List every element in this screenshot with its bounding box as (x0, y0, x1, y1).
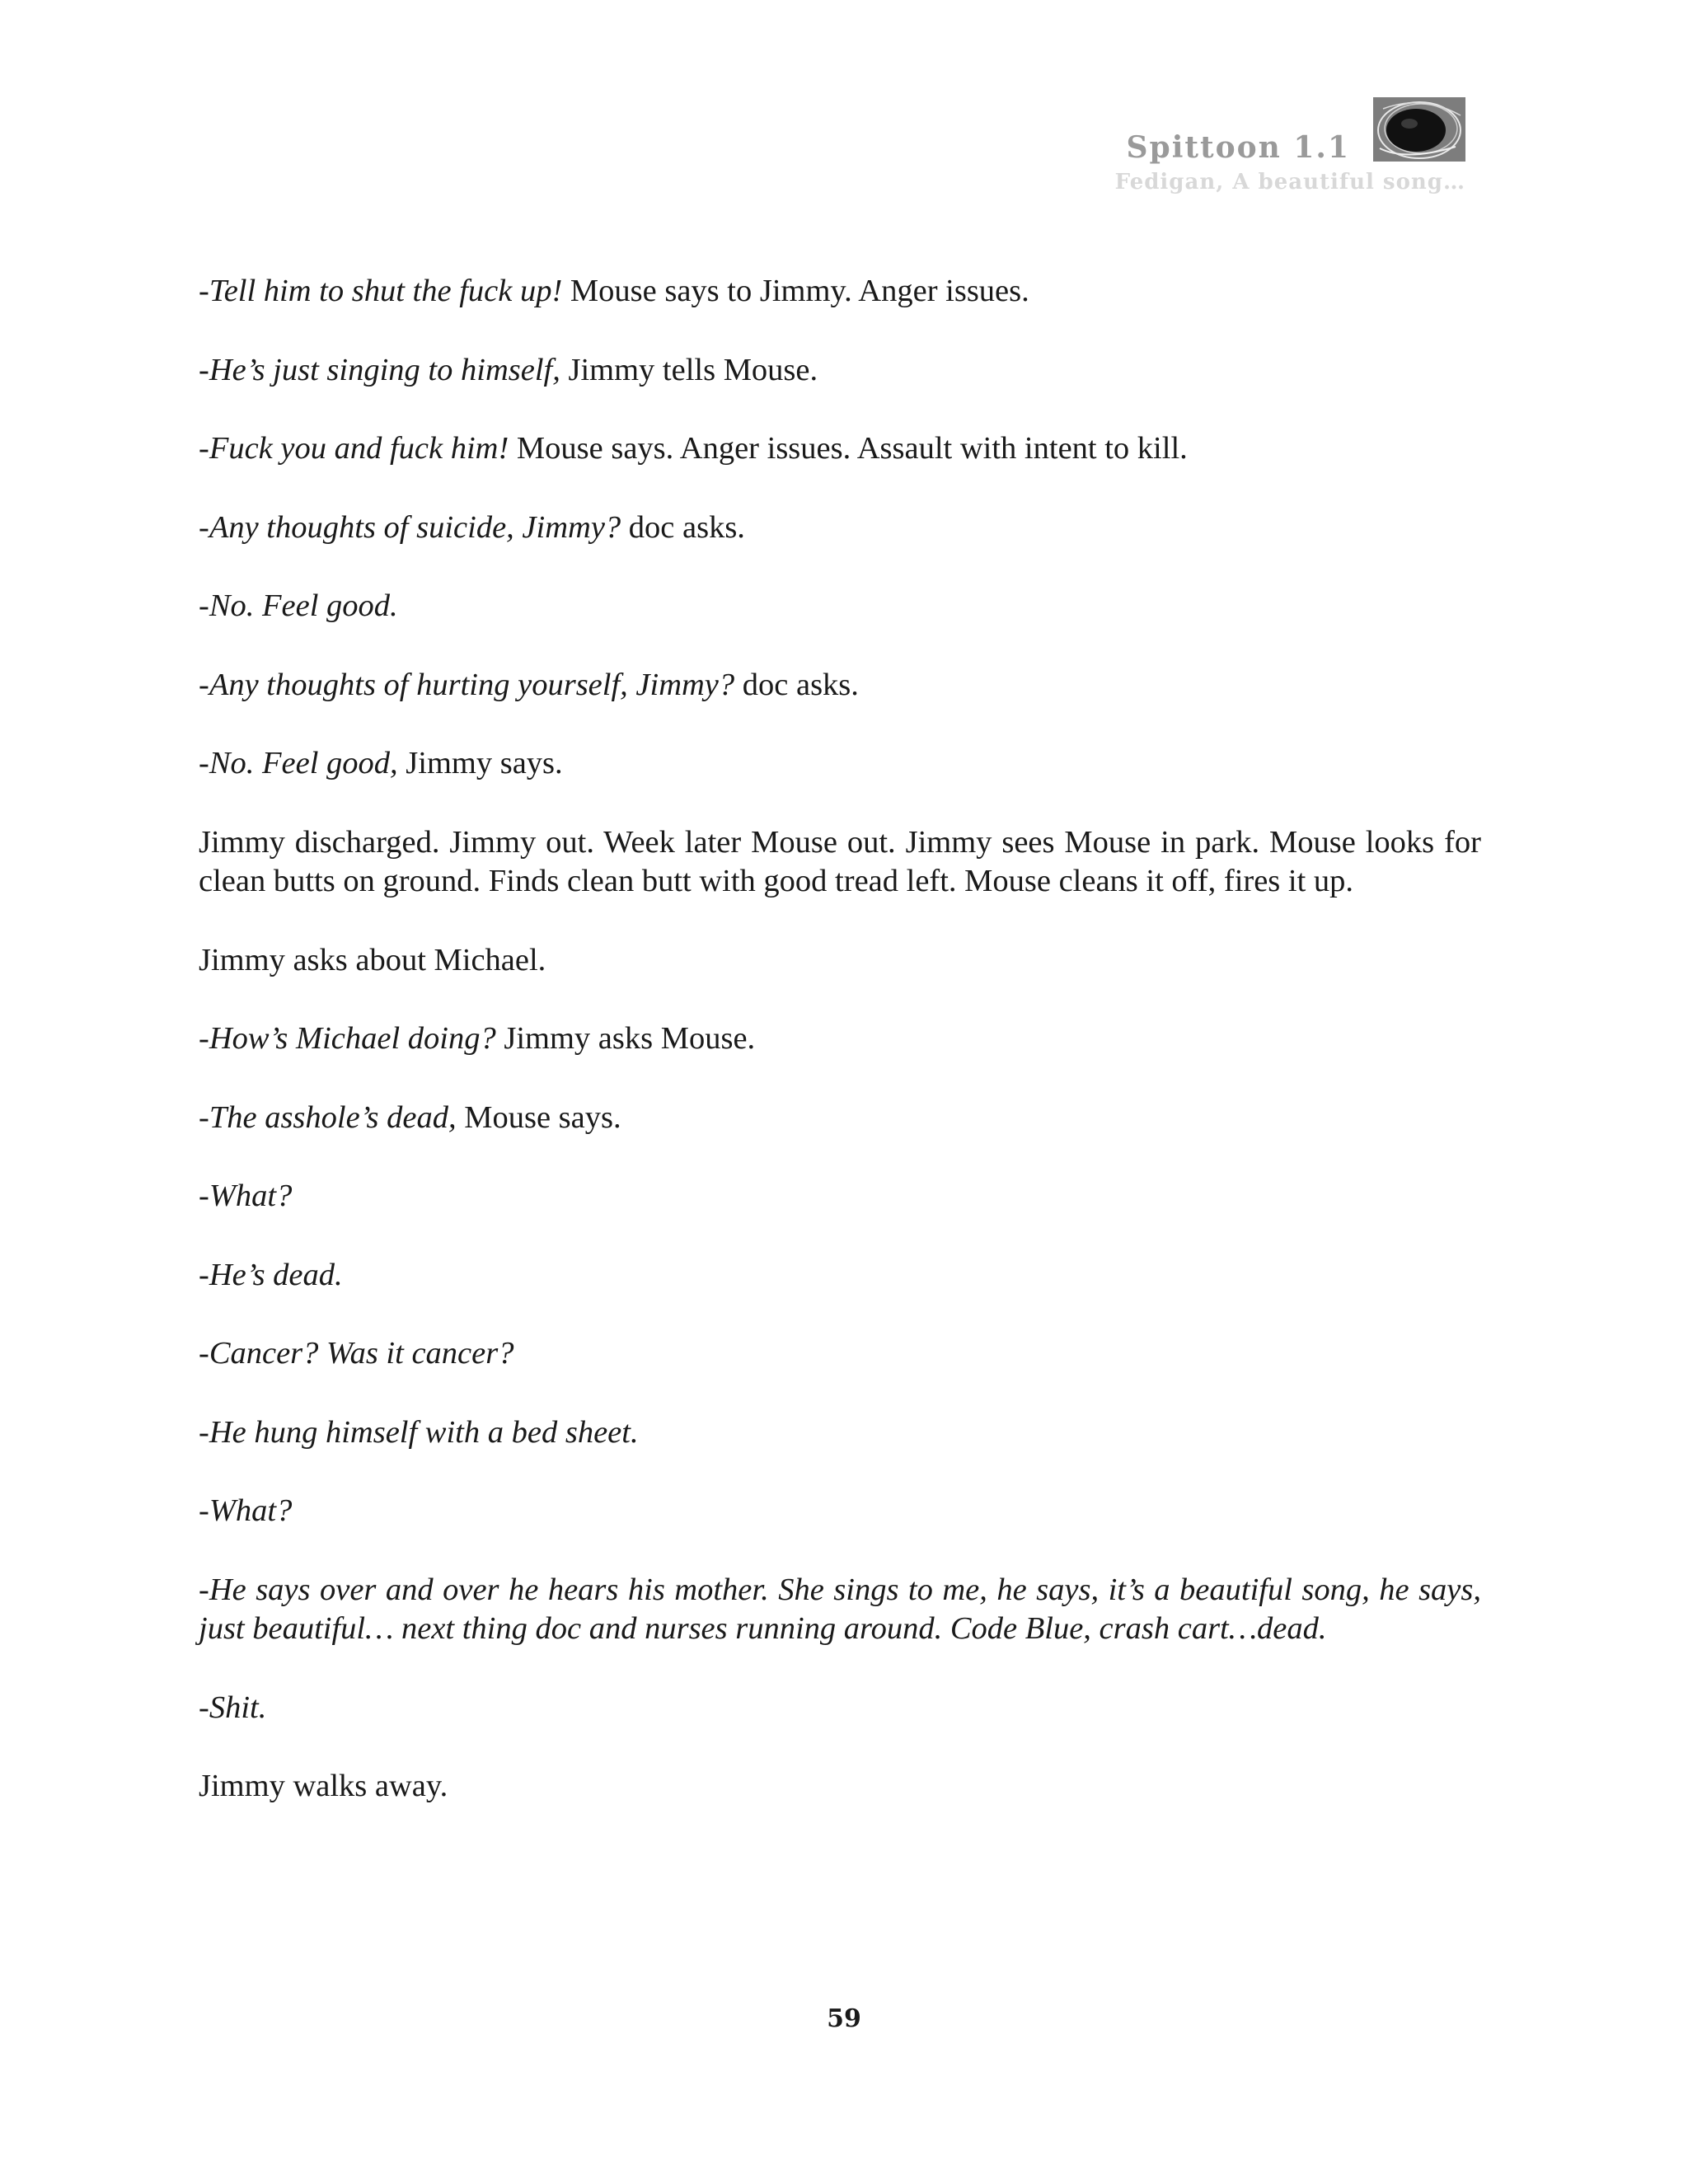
dialogue-italic: -Tell him to shut the fuck up! (199, 274, 563, 308)
paragraph (199, 1256, 1481, 1296)
narration: Jimmy discharged. Jimmy out. Week later Mouse out. Jimmy sees Mouse in park. Mouse looks for clean butts on ground. Finds clean butt with good tread left. Mouse cleans it off, fires it up. (199, 824, 1481, 898)
dialogue-italic: -Shit. (199, 1690, 267, 1725)
spittoon-logo-image (1373, 97, 1465, 162)
paragraph (199, 1177, 1481, 1216)
narration: Mouse says. Anger issues. Assault with intent to kill. (509, 431, 1188, 466)
dialogue-italic: -Any thoughts of suicide, Jimmy? (199, 509, 621, 545)
paragraph (199, 1334, 1481, 1374)
narration: Jimmy tells Mouse. (560, 352, 818, 387)
story-body (199, 272, 1481, 1846)
paragraph (199, 941, 1481, 981)
dialogue-italic: -Any thoughts of hurting yourself, Jimmy? (199, 667, 735, 702)
paragraph (199, 1571, 1481, 1649)
dialogue-italic: -What? (199, 1179, 293, 1213)
journal-title: Spittoon 1.1 (1126, 130, 1350, 165)
paragraph (199, 744, 1481, 784)
dialogue-italic: -Fuck you and fuck him! (199, 431, 509, 466)
running-header (724, 91, 1465, 198)
narration: Jimmy asks about Michael. (199, 942, 546, 977)
dialogue-italic: -How’s Michael doing? (199, 1021, 496, 1056)
paragraph (199, 1767, 1481, 1807)
narration: Jimmy asks Mouse. (495, 1021, 756, 1056)
dialogue-italic: -Cancer? Was it cancer? (199, 1336, 514, 1371)
paragraph (199, 1492, 1481, 1531)
dialogue-italic: -He’s dead. (199, 1257, 343, 1292)
paragraph (199, 823, 1481, 902)
dialogue-italic: -The asshole’s dead, (199, 1099, 457, 1135)
paragraph (199, 351, 1481, 391)
paragraph (199, 1689, 1481, 1728)
paragraph (199, 587, 1481, 626)
dialogue-italic: -No. Feel good. (199, 588, 398, 623)
dialogue-italic: -He hung himself with a bed sheet. (199, 1414, 639, 1450)
narration: doc asks. (734, 667, 859, 702)
dialogue-italic: -No. Feel good, (199, 746, 398, 780)
story-subtitle: Fedigan, A beautiful song… (1114, 170, 1465, 194)
narration: Mouse says to Jimmy. Anger issues. (562, 274, 1029, 308)
narration: doc asks. (621, 509, 745, 545)
paragraph (199, 509, 1481, 548)
paragraph (199, 666, 1481, 705)
dialogue-italic: -What? (199, 1493, 293, 1528)
paragraph (199, 429, 1481, 469)
dialogue-italic: -He says over and over he hears his mother. She sings to me, he says, it’s a beautiful song, he says, just beautiful… next thing doc and nurses running around. Code Blue, crash cart…dead. (199, 1572, 1481, 1646)
dialogue-italic: -He’s just singing to himself, (199, 352, 560, 387)
narration: Mouse says. (456, 1099, 621, 1135)
paragraph (199, 1413, 1481, 1453)
paragraph (199, 1019, 1481, 1059)
paragraph (199, 272, 1481, 312)
page-number: 59 (827, 2004, 861, 2033)
narration: Jimmy says. (397, 746, 563, 780)
narration: Jimmy walks away. (199, 1769, 448, 1803)
paragraph (199, 1099, 1481, 1138)
